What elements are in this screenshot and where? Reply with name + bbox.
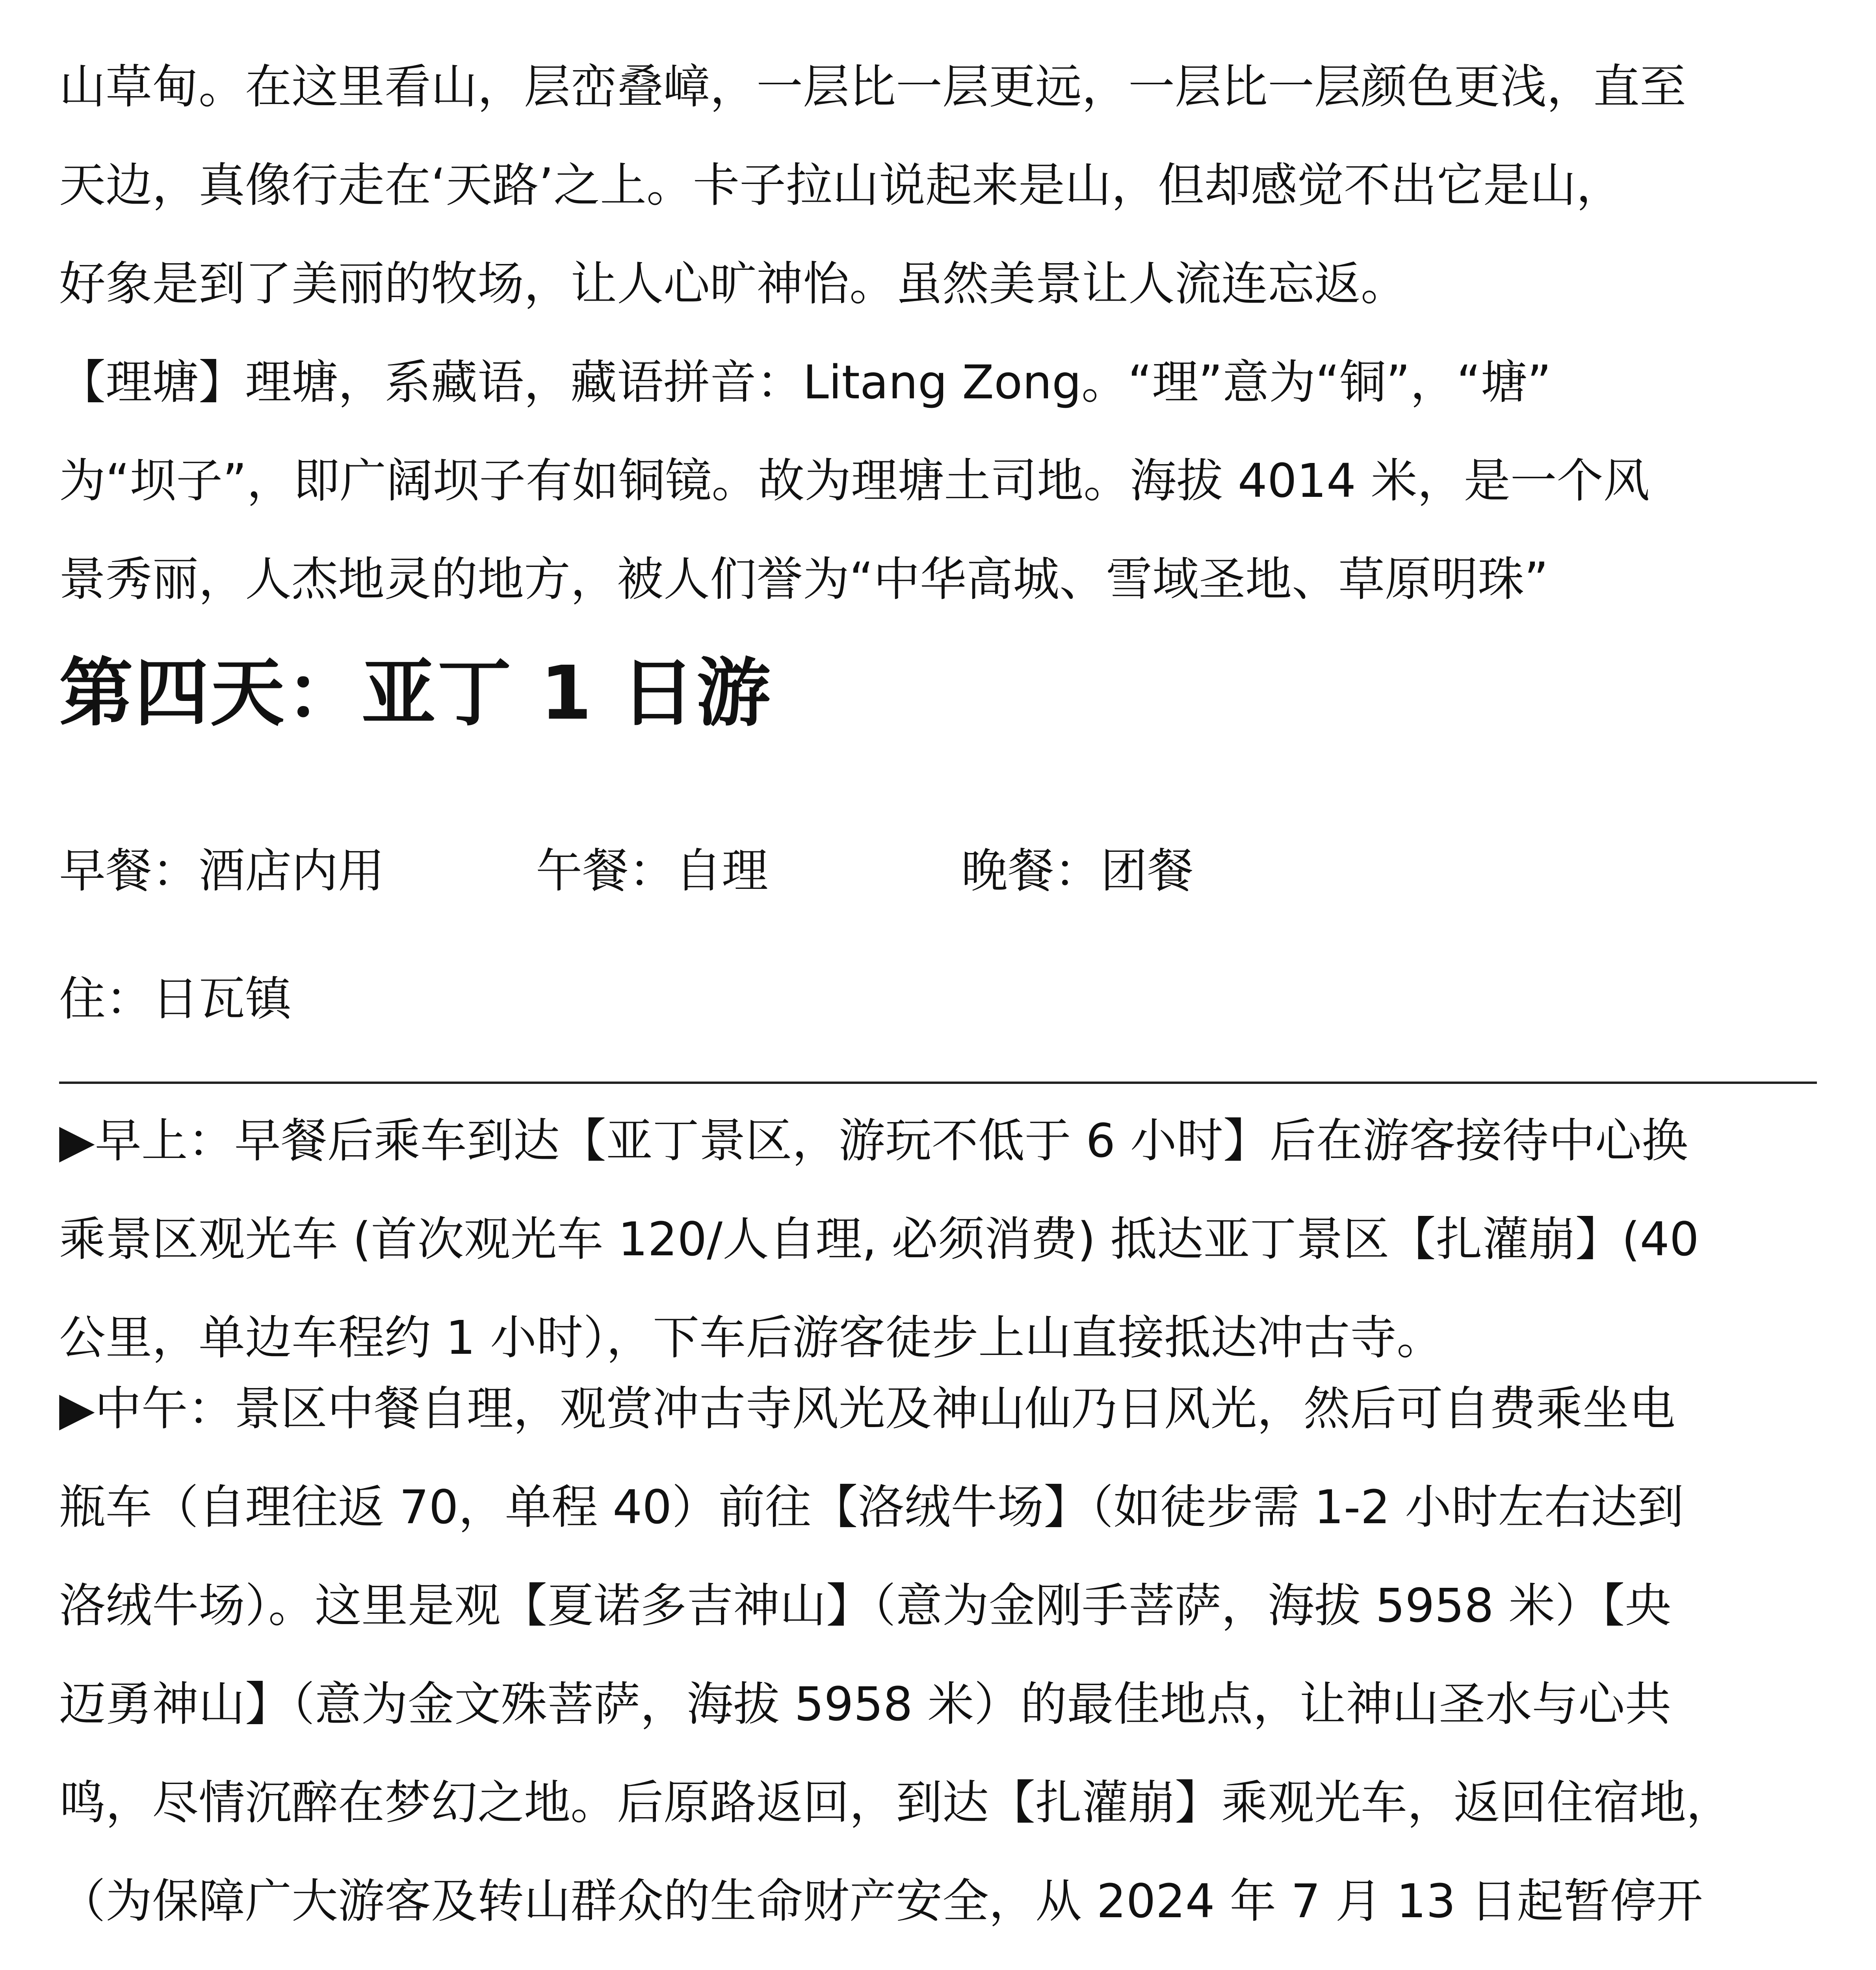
text-line: ▶早上：早餐后乘车到达【亚丁景区，游玩不低于 6 小时】后在游客接待中心换 bbox=[59, 1113, 1688, 1168]
text-line: （为保障广大游客及转山群众的生命财产安全，从 2024 年 7 月 13 日起暂停开 bbox=[59, 1874, 1703, 1928]
itinerary-morning bbox=[59, 1091, 1817, 1387]
itinerary-noon bbox=[59, 1359, 1817, 1970]
stay-info: 住：日瓦镇 bbox=[59, 972, 292, 1026]
text-line: 公里，单边车程约 1 小时），下车后游客徒步上山直接抵达冲古寺。 bbox=[59, 1310, 1443, 1365]
section-divider bbox=[59, 1082, 1817, 1084]
meal-lunch: 午餐：自理 bbox=[536, 844, 769, 898]
litang-paragraph bbox=[59, 333, 1817, 628]
text-line: 天边，真像行走在‘天路’之上。卡子拉山说起来是山，但却感觉不出它是山， bbox=[59, 158, 1623, 212]
meal-dinner: 晚餐：团餐 bbox=[961, 844, 1194, 898]
text-line: 乘景区观光车 (首次观光车 120/人自理, 必须消费) 抵达亚丁景区【扎灌崩】(40 bbox=[59, 1212, 1699, 1266]
text-line: 【理塘】理塘，系藏语，藏语拼音：Litang Zong。“理”意为“铜”，“塘” bbox=[59, 355, 1551, 409]
text-line: 景秀丽，人杰地灵的地方，被人们誉为“中华高城、雪域圣地、草原明珠” bbox=[59, 552, 1549, 606]
text-line: 为“坝子”，即广阔坝子有如铜镜。故为理塘土司地。海拔 4014 米，是一个风 bbox=[59, 453, 1650, 508]
day-title: 第四天：亚丁 1 日游 bbox=[59, 650, 772, 736]
text-line: 迈勇神山】（意为金文殊菩萨，海拔 5958 米）的最佳地点，让神山圣水与心共 bbox=[59, 1677, 1672, 1731]
intro-paragraph bbox=[59, 37, 1817, 333]
text-line: 洛绒牛场）。这里是观【夏诺多吉神山】（意为金刚手菩萨，海拔 5958 米）【央 bbox=[59, 1578, 1672, 1633]
text-line: 瓶车（自理往返 70，单程 40）前往【洛绒牛场】（如徒步需 1-2 小时左右达到 bbox=[59, 1480, 1684, 1534]
text-line: 鸣，尽情沉醉在梦幻之地。后原路返回，到达【扎灌崩】乘观光车，返回住宿地， bbox=[59, 1775, 1733, 1830]
text-line: ▶中午：景区中餐自理，观赏冲古寺风光及神山仙乃日风光，然后可自费乘坐电 bbox=[59, 1381, 1675, 1436]
meal-breakfast: 早餐：酒店内用 bbox=[59, 844, 385, 898]
meals-row bbox=[59, 821, 1194, 920]
text-line bbox=[59, 1950, 1817, 1970]
text-line: 山草甸。在这里看山，层峦叠嶂，一层比一层更远，一层比一层颜色更浅，直至 bbox=[59, 59, 1687, 114]
text-line: 好象是到了美丽的牧场，让人心旷神怡。虽然美景让人流连忘返。 bbox=[59, 256, 1408, 311]
